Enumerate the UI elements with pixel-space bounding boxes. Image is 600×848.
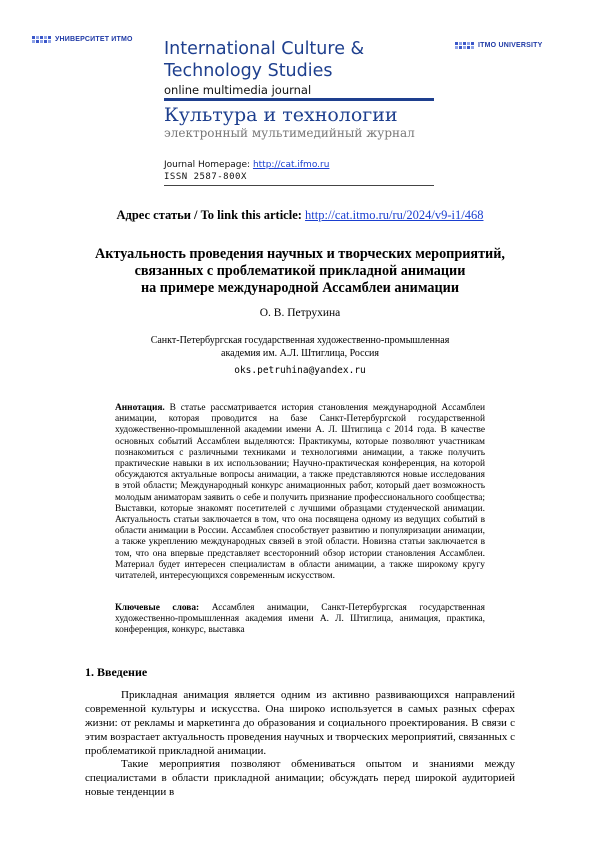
journal-title-en-line2: Technology Studies bbox=[164, 61, 333, 81]
abstract bbox=[115, 403, 485, 582]
abstract-text: В статье рассматривается история становления международной Ассамблеи анимации, которая проводится на базе Санкт-Петербургской государственной художественно-промышленной академии имени А. Л. Штиглица с 2014 года. В качестве основных событий Ассамблеи выделяются: Практикумы, которые позволяют участникам познакомиться с различными техниками и технологиями анимации, а также получить практические навыки в их использовании; Научно-практическая конференция, на которой обсуждаются актуальные вопросы анимации, а также представляются новые исследования в этой области; Международный конкурс анимационных работ, который дает возможность молодым аниматорам заявить о себе и получить признание профессионального сообщества; Выставки, которые знакомят посетителей с лучшими образцами студенческой анимации. Актуальность статьи заключается в том, что она посвящена одному из ведущих событий в области анимации в России. Ассамблея способствует развитию и популяризации анимации, а также укреплению международных связей в этой области. Новизна статьи заключается в том, что она впервые представляет всесторонний обзор истории становления Ассамблеи. Материал будет интересен специалистам в области анимации, а также широкому кругу читателей, интересующихся современным искусством. bbox=[115, 403, 485, 582]
itmo-logo-en-text: ITMO UNIVERSITY bbox=[478, 42, 543, 49]
journal-header bbox=[164, 38, 434, 140]
body-paragraph-2: Такие мероприятия позволяют обмениваться опытом и знаниями между специалистами в области прикладной анимации; обсуждать перед широкой аудиторией новые тенденции в bbox=[85, 758, 515, 798]
itmo-logo-ru bbox=[32, 36, 133, 43]
journal-title-ru: Культура и технологии bbox=[164, 104, 398, 126]
affiliation bbox=[100, 335, 500, 360]
journal-homepage bbox=[164, 160, 329, 170]
affiliation-line1: Санкт-Петербургская государственная художественно-промышленная bbox=[150, 335, 450, 346]
homepage-label: Journal Homepage: bbox=[164, 160, 251, 170]
itmo-logo-ru-text: УНИВЕРСИТЕТ ИТМО bbox=[55, 36, 133, 43]
journal-divider bbox=[164, 98, 434, 101]
article-title-line1: Актуальность проведения научных и творческих мероприятий, bbox=[95, 246, 505, 262]
author-email: oks.petruhina@yandex.ru bbox=[234, 365, 366, 376]
homepage-link[interactable]: http://cat.ifmo.ru bbox=[252, 160, 330, 170]
header-bottom-divider bbox=[164, 185, 434, 186]
article-title-line2: связанных с проблематикой прикладной анимации bbox=[134, 263, 466, 279]
author: О. В. Петрухина bbox=[259, 307, 341, 319]
journal-subtitle-en: online multimedia journal bbox=[164, 83, 312, 97]
itmo-dots-icon bbox=[455, 42, 474, 49]
abstract-label: Аннотация. bbox=[115, 403, 165, 413]
article-title bbox=[60, 246, 540, 297]
article-link-label: Адрес статьи / To link this article: bbox=[116, 208, 302, 222]
article-link-line bbox=[0, 208, 600, 223]
article-link[interactable]: http://cat.itmo.ru/ru/2024/v9-i1/468 bbox=[305, 208, 484, 222]
section-heading: 1. Введение bbox=[85, 665, 148, 679]
keywords bbox=[115, 603, 485, 637]
article-title-line3: на примере международной Ассамблеи анимации bbox=[140, 280, 460, 296]
affiliation-line2: академия им. А.Л. Штиглица, Россия bbox=[221, 347, 379, 359]
keywords-text: Ассамблея анимации, Санкт-Петербургская государственная художественно-промышленная академия имени А. Л. Штиглица, анимация, практика, конференция, конкурс, выставка bbox=[115, 603, 485, 636]
journal-title-en-line1: International Culture & bbox=[164, 39, 365, 59]
keywords-label: Ключевые слова: bbox=[115, 603, 200, 613]
body-paragraph-1: Прикладная анимация является одним из активно развивающихся направлений современной культуры и искусства. Она широко используется в самых разных сферах жизни: от рекламы и маркетинга до образования и социального проектирования. В связи с этим возрастает актуальность проведения научных и творческих мероприятий, связанных с проблематикой прикладной анимации. bbox=[85, 689, 516, 757]
itmo-dots-icon bbox=[32, 36, 51, 43]
issn: ISSN 2587-800X bbox=[164, 172, 247, 182]
journal-subtitle-ru: электронный мультимедийный журнал bbox=[164, 126, 415, 140]
itmo-logo-en bbox=[455, 42, 542, 49]
